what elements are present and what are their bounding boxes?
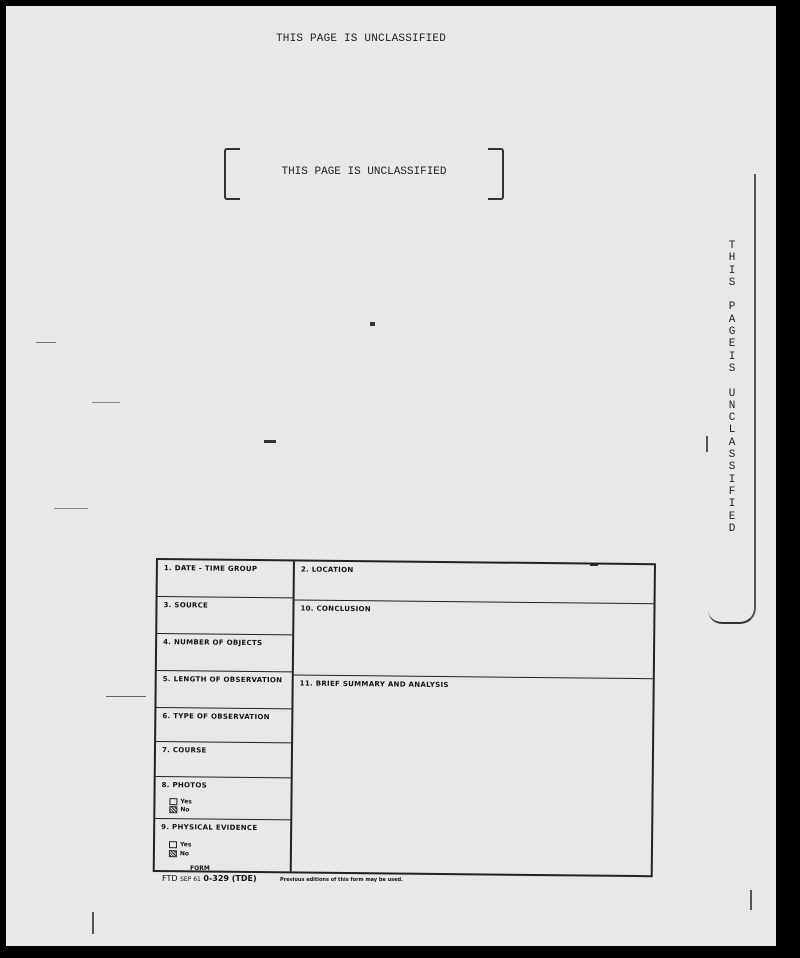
side-letter: L xyxy=(728,424,736,437)
field-label: 11. BRIEF SUMMARY AND ANALYSIS xyxy=(299,679,449,690)
checkbox[interactable] xyxy=(169,798,177,805)
side-letter: S xyxy=(728,276,736,289)
field-label: 4. NUMBER OF OBJECTS xyxy=(163,638,263,648)
side-letter: I xyxy=(728,264,736,277)
checkbox-checked[interactable] xyxy=(169,806,177,813)
scan-speck xyxy=(54,508,88,509)
stamp-text: THIS PAGE IS UNCLASSIFIED xyxy=(281,166,447,178)
checkbox[interactable] xyxy=(169,841,177,848)
form-label: FORM xyxy=(190,865,210,872)
form-note: Previous editions of this form may be used. xyxy=(280,877,404,883)
report-form xyxy=(153,558,656,877)
side-letter: F xyxy=(728,485,736,498)
scan-speck xyxy=(706,436,708,452)
checkbox-checked[interactable] xyxy=(169,850,177,857)
side-letter: T xyxy=(728,240,736,252)
scan-speck xyxy=(106,696,146,697)
field-location[interactable] xyxy=(295,561,654,604)
document-page xyxy=(6,6,776,946)
scan-speck xyxy=(750,890,752,910)
side-letter: S xyxy=(728,449,736,462)
field-physical-evidence xyxy=(155,819,290,867)
form-left-column xyxy=(155,560,295,871)
field-label: 7. COURSE xyxy=(161,746,207,755)
field-label: 10. CONCLUSION xyxy=(300,604,372,614)
field-label: 3. SOURCE xyxy=(163,601,209,610)
scan-speck xyxy=(92,402,120,403)
field-photos xyxy=(155,777,290,820)
side-classification-stamp xyxy=(708,174,756,624)
scan-speck xyxy=(92,912,94,934)
side-letter: A xyxy=(728,436,736,449)
scan-speck xyxy=(264,440,276,443)
field-brief-summary[interactable] xyxy=(292,675,653,871)
photos-no-option[interactable] xyxy=(169,806,189,813)
option-label: No xyxy=(179,850,190,858)
side-stamp-text xyxy=(720,240,744,535)
side-letter: N xyxy=(728,399,736,412)
form-id-prefix: FTD xyxy=(162,874,178,883)
field-length-of-observation[interactable] xyxy=(156,671,291,709)
classification-header: THIS PAGE IS UNCLASSIFIED xyxy=(276,33,447,45)
option-label: Yes xyxy=(180,798,192,806)
side-letter: H xyxy=(728,252,736,265)
evidence-yes-option[interactable] xyxy=(169,841,192,848)
side-letter: G xyxy=(728,326,736,339)
photos-yes-option[interactable] xyxy=(169,798,192,805)
form-date: SEP 61 xyxy=(180,876,201,883)
side-letter: C xyxy=(728,412,736,425)
side-letter: S xyxy=(728,362,736,375)
field-conclusion[interactable] xyxy=(294,600,654,679)
side-letter: U xyxy=(728,387,736,400)
scan-speck xyxy=(36,342,56,343)
classification-stamp xyxy=(224,148,504,196)
field-label: 2. LOCATION xyxy=(300,565,354,575)
field-label: 9. PHYSICAL EVIDENCE xyxy=(161,823,258,833)
field-source[interactable] xyxy=(157,597,292,635)
side-letter: S xyxy=(728,461,736,474)
scan-speck xyxy=(370,322,375,326)
field-type-of-observation[interactable] xyxy=(156,708,291,743)
side-letter: I xyxy=(728,498,736,511)
field-number-of-objects[interactable] xyxy=(157,634,292,672)
side-letter: E xyxy=(728,510,736,523)
field-label: 1. DATE - TIME GROUP xyxy=(163,564,258,574)
side-letter: A xyxy=(728,313,736,326)
side-letter: E xyxy=(728,338,736,351)
side-letter: P xyxy=(728,301,736,314)
form-number-text: 0-329 (TDE) xyxy=(203,874,257,883)
field-label: 6. TYPE OF OBSERVATION xyxy=(162,712,270,722)
field-date-time-group[interactable] xyxy=(158,560,293,598)
field-label: 5. LENGTH OF OBSERVATION xyxy=(162,675,283,685)
evidence-no-option[interactable] xyxy=(169,850,189,857)
form-number xyxy=(162,874,257,883)
side-letter: I xyxy=(728,473,736,486)
side-letter: I xyxy=(728,350,736,363)
field-course[interactable] xyxy=(156,742,291,778)
side-letter: D xyxy=(728,522,736,535)
option-label: No xyxy=(180,806,190,814)
field-label: 8. PHOTOS xyxy=(161,781,208,790)
option-label: Yes xyxy=(179,841,192,849)
